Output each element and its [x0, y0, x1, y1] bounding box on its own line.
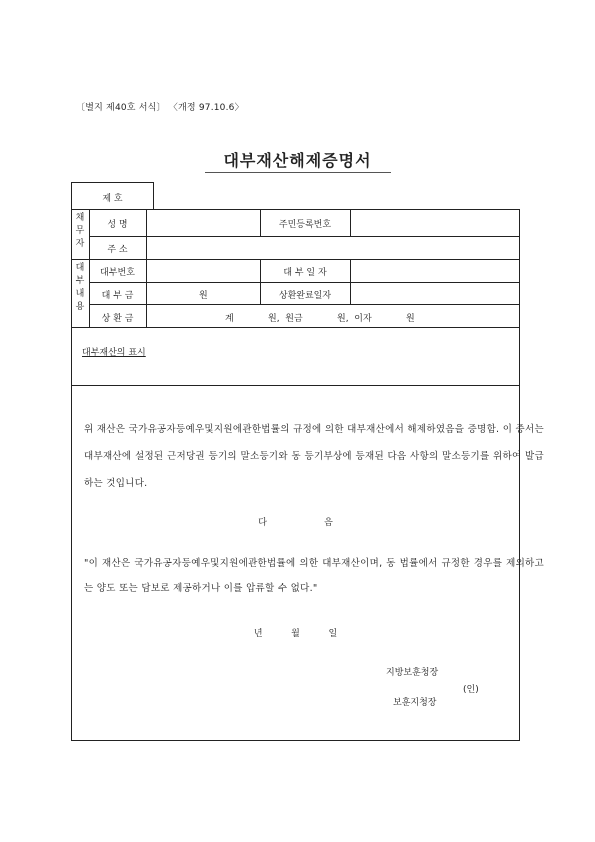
loan-amount-unit: 원 [199, 291, 208, 301]
address-label: 주 소 [107, 245, 128, 255]
row-divider [89, 236, 520, 237]
column-divider [146, 209, 147, 327]
seal-mark: (인) [463, 685, 479, 695]
row-divider [89, 282, 520, 283]
issuer-line-1: 지방보훈청장 [386, 668, 439, 678]
debtor-group-label: 채무자 [75, 213, 85, 249]
address-field[interactable] [150, 239, 516, 257]
page-title: 대부재산해제증명서 [223, 151, 372, 170]
certificate-number-label: 제 호 [102, 194, 123, 204]
resident-number-field[interactable] [354, 212, 516, 233]
row-divider [71, 385, 520, 386]
name-field[interactable] [150, 212, 256, 233]
loan-amount-label: 대 부 금 [101, 291, 134, 301]
column-divider [350, 259, 351, 304]
row-divider [89, 304, 520, 305]
title-underline [205, 172, 391, 173]
issue-date: 년 월 일 [253, 629, 338, 639]
row-divider [71, 259, 520, 260]
loan-date-field[interactable] [354, 262, 516, 280]
loan-group-label: 대부내용 [75, 263, 85, 312]
loan-number-label: 대부번호 [100, 268, 135, 278]
row-divider [71, 327, 520, 328]
resident-number-label: 주민등록번호 [278, 220, 332, 230]
property-label: 대부재산의 표시 [82, 348, 146, 358]
issuer-line-2: 보훈지청장 [393, 698, 437, 708]
repay-date-label: 상환완료일자 [278, 291, 332, 301]
loan-number-field[interactable] [150, 262, 256, 280]
repay-date-field[interactable] [354, 285, 516, 302]
loan-date-label: 대 부 일 자 [283, 268, 327, 278]
repayment-label: 상 환 금 [101, 314, 134, 324]
repayment-detail: 계 원, 원금 원, 이자 원 [225, 314, 415, 324]
restriction-quote: "이 재산은 국가유공자등예우및지원에관한법률에 의한 대부재산이며, 동 법률에서 규정한 경우를 제외하고는 양도 또는 담보로 제공하거나 이를 압류할 수 없다." [84, 558, 544, 594]
form-header: 〔별지 제40호 서식〕 〈개정 97.10.6〉 [76, 103, 244, 113]
name-label: 성 명 [107, 220, 128, 230]
certificate-body: 위 재산은 국가유공자등예우및지원에관한법률의 규정에 의한 대부재산에서 해제하였음을 증명함. 이 증서는 대부재산에 설정된 근저당권 등기의 말소등기와 동 등기부상에 등재된 다음 사항의 말소등기를 위하여 발급하는 것입니다. [84, 424, 544, 489]
column-divider [350, 209, 351, 236]
next-heading: 다 음 [258, 518, 333, 528]
